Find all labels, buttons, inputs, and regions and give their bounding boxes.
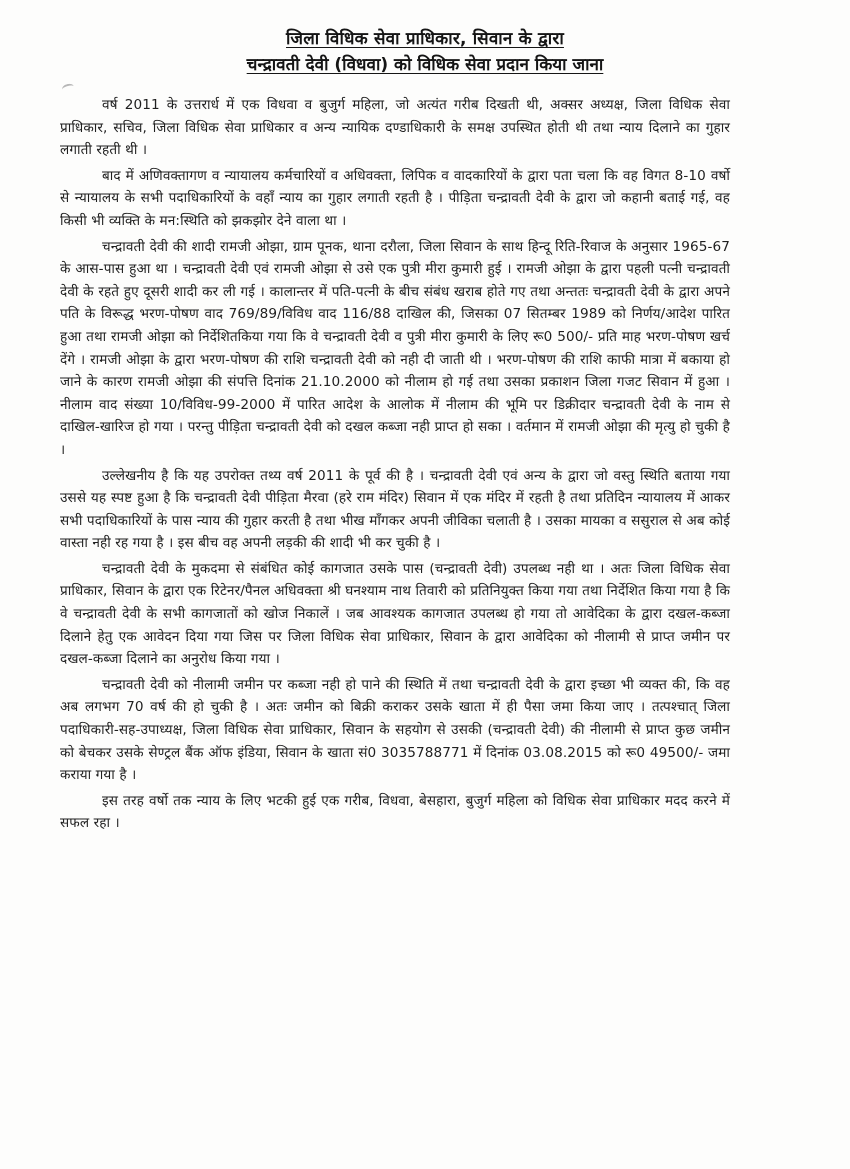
paragraph-marriage-case: चन्द्रावती देवी की शादी रामजी ओझा, ग्राम पूनक, थाना दरौला, जिला सिवान के साथ हिन्दू रिति-रिवाज के अनुसार 1965-67 के आस-पास हुआ था । चन्द्रावती देवी एवं रामजी ओझा से उसे एक पुत्री मीरा कुमारी हुई । रामजी ओझा के द्वारा पहली पत्नी चन्द्रावती देवी के रहते हुए दूसरी शादी कर ली गई । कालान्तर में पति-पत्नी के बीच संबंध खराब होते गए तथा अन्ततः चन्द्रावती देवी के द्वारा अपने पति के विरूद्ध भरण-पोषण वाद 769/89/विविध वाद 116/88 दाखिल की, जिसका 07 सितम्बर 1989 को निर्णय/आदेश पारित हुआ तथा रामजी ओझा को निर्देशितकिया गया कि वे चन्द्रावती देवी व पुत्री मीरा कुमारी के लिए रू0 500/- प्रति माह भरण-पोषण खर्च देंगे । रामजी ओझा के द्वारा भरण-पोषण की राशि चन्द्रावती देवी को नही दी जाती थी । भरण-पोषण की राशि काफी मात्रा में बकाया हो जाने के कारण रामजी ओझा की संपत्ति दिनांक 21.10.2000 को नीलाम हो गई तथा उसका प्रकाशन जिला गजट सिवान में हुआ । नीलाम वाद संख्या 10/विविध-99-2000 में पारित आदेश के आलोक में नीलाम की भूमि पर डिक्रीदार चन्द्रावती देवी के नाम से दाखिल-खारिज हो गया । परन्तु पीड़िता चन्द्रावती देवी को दखल कब्जा नही प्राप्त हो सका । वर्तमान में रामजी ओझा की मृत्यु हो चुकी है । [60,238,730,458]
document-title-line2: चन्द्रावती देवी (विधवा) को विधिक सेवा प्रदान किया जाना [246,55,604,75]
paragraph-legal-aid: चन्द्रावती देवी के मुकदमा से संबंधित कोई कागजात उसके पास (चन्द्रावती देवी) उपलब्ध नही था । अतः जिला विधिक सेवा प्राधिकार, सिवान के द्वारा एक रिटेनर/पैनल अधिवक्ता श्री घनश्याम नाथ तिवारी को प्रतिनियुक्त किया गया तथा निर्देशित किया गया है कि वे चन्द्रावती देवी के सभी कागजातों को खोज निकालें । जब आवश्यक कागजात उपलब्ध हो गया तो आवेदिका के द्वारा दखल-कब्जा दिलाने हेतु एक आवेदन दिया गया जिस पर जिला विधिक सेवा प्राधिकार, सिवान के द्वारा आवेदिका को नीलामी से प्राप्त जमीन पर दखल-कब्जा दिलाने का अनुरोध किया गया । [60,560,730,668]
document-body [60,94,730,835]
paragraph-intro: वर्ष 2011 के उत्तरार्ध में एक विधवा व बुजुर्ग महिला, जो अत्यंत गरीब दिखती थी, अक्सर अध्यक्ष, जिला विधिक सेवा प्राधिकार, सचिव, जिला विधिक सेवा प्राधिकार व अन्य न्यायिक दण्डाधिकारी के समक्ष उपस्थित होती थी तथा न्याय दिलाने का गुहार लगाती रहती थी । [60,97,730,159]
paragraph-background: बाद में अणिवक्तागण व न्यायालय कर्मचारियों व अधिवक्ता, लिपिक व वादकारियों के द्वारा पता चला कि वह विगत 8-10 वर्षो से न्यायालय के सभी पदाधिकारियों के वहाँ न्याय का गुहार लगाती रहती है । पीड़िता चन्द्रावती देवी के द्वारा जो कहानी बताई गई, वह किसी भी व्यक्ति के मन:स्थिति को झकझोर देने वाला था । [60,167,730,229]
document-title-line1: जिला विधिक सेवा प्राधिकार, सिवान के द्वारा [286,29,564,49]
scan-mark [61,83,75,94]
paragraph-situation: उल्लेखनीय है कि यह उपरोक्त तथ्य वर्ष 2011 के पूर्व की है । चन्द्रावती देवी एवं अन्य के द्वारा जो वस्तु स्थिति बताया गया उससे यह स्पष्ट हुआ है कि चन्द्रावती देवी पीड़िता मैरवा (हरे राम मंदिर) सिवान में एक मंदिर में रहती है तथा प्रतिदिन न्यायालय में आकर सभी पदाधिकारियों के पास न्याय की गुहार करती है तथा भीख माँगकर अपनी जीविका चलाती है । उसका मायका व ससुराल से अब कोई वास्ता नही रह गया है । इस बीच वह अपनी लड़की की शादी भी कर चुकी है । [60,467,730,552]
paragraph-conclusion: इस तरह वर्षो तक न्याय के लिए भटकी हुई एक गरीब, विधवा, बेसहारा, बुजुर्ग महिला को विधिक सेवा प्राधिकार मदद करने में सफल रहा । [60,792,730,832]
paragraph-land-sale: चन्द्रावती देवी को नीलामी जमीन पर कब्जा नही हो पाने की स्थिति में तथा चन्द्रावती देवी के द्वारा इच्छा भी व्यक्त की, कि वह अब लगभग 70 वर्ष की हो चुकी है । अतः जमीन को बिक्री कराकर उसके खाता में ही पैसा जमा किया जाए । तत्पश्चात् जिला पदाधिकारी-सह-उपाध्यक्ष, जिला विधिक सेवा प्राधिकार, सिवान के सहयोग से उसकी (चन्द्रावती देवी) की नीलामी से प्राप्त कुछ जमीन को बेचकर उसके सेण्ट्रल बैंक ऑफ इंडिया, सिवान के खाता सं0 3035788771 में दिनांक 03.08.2015 को रू0 49500/- जमा कराया गया है । [60,676,730,784]
